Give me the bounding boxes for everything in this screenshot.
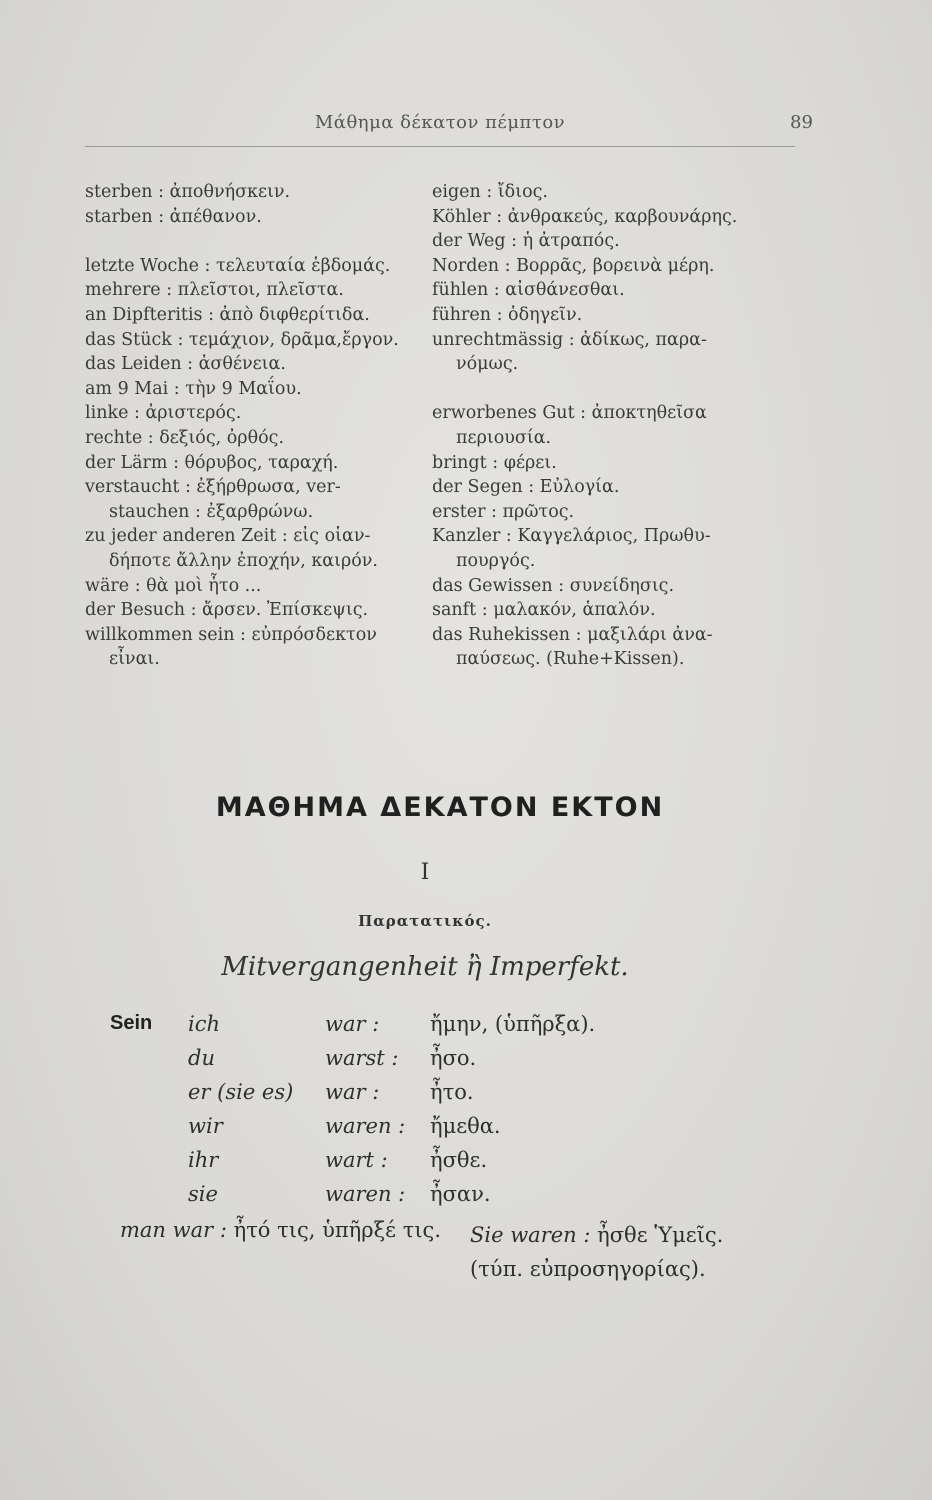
header-rule [85, 146, 795, 147]
vocab-entry: Köhler : ἀνθρακεύς, καρβουνάρης. [432, 206, 738, 227]
vocab-entry: das Ruhekissen : μαξιλάρι ἀνα- [432, 624, 713, 645]
verb-label: Sein [110, 1012, 153, 1034]
vocab-entry: am 9 Mai : τὴν 9 Μαΐου. [85, 378, 302, 399]
vocab-entry: willkommen sein : εὐπρόσδεκτον [85, 624, 377, 645]
impersonal-german: man war : [120, 1218, 227, 1242]
vocab-entry: unrechtmässig : ἀδίκως, παρα- [432, 329, 707, 350]
conjugation-row [0, 1046, 932, 1080]
vocab-entry: starben : ἀπέθανον. [85, 206, 262, 227]
vocab-entry: der Segen : Εὐλογία. [432, 477, 620, 498]
vocab-entry: eigen : ἴδιος. [432, 182, 548, 202]
impersonal-greek: ἦτό τις, ὑπῆρξέ τις. [233, 1218, 441, 1242]
vocab-entry: das Gewissen : συνείδησις. [432, 575, 675, 596]
conjugation-row [0, 1012, 932, 1046]
conjugation-row [0, 1114, 932, 1148]
tense-title: Mitvergangenheit ἢ Imperfekt. [221, 952, 629, 982]
running-title: Μάθημα δέκατον πέμπτον [314, 112, 566, 133]
vocab-entry: mehrere : πλεῖστοι, πλεῖστα. [85, 280, 344, 301]
vocab-entry: verstaucht : ἐξήρθρωσα, ver- [85, 477, 341, 498]
vocab-entry: Kanzler : Καγγελάριος, Πρωθυ- [432, 526, 711, 547]
vocab-entry: wäre : θὰ μοὶ ἦτο ... [85, 575, 262, 596]
section-subheading: Παρατατικός. [358, 912, 492, 930]
vocab-entry: führen : ὁδηγεῖν. [432, 304, 583, 325]
verb-form: wart : [325, 1148, 388, 1172]
vocab-entry: sanft : μαλακόν, ἁπαλόν. [432, 600, 656, 621]
vocab-entry-continued: νόμως. [456, 354, 519, 375]
pronoun: wir [188, 1114, 223, 1138]
greek-form: ἦσαν. [430, 1182, 491, 1206]
vocab-entry: das Leiden : ἀσθένεια. [85, 354, 286, 375]
pronoun: er (sie es) [188, 1080, 294, 1104]
conjugation-row [0, 1148, 932, 1182]
greek-form: ἤμεθα. [430, 1114, 501, 1138]
verb-form: war : [325, 1080, 380, 1104]
section-numeral: I [420, 860, 430, 885]
vocab-entry: letzte Woche : τελευταία ἑβδομάς. [85, 255, 391, 276]
vocab-entry: erster : πρῶτος. [432, 501, 575, 522]
vocab-entry: erworbenes Gut : ἀποκτηθεῖσα [432, 403, 707, 424]
pronoun: ich [188, 1012, 221, 1036]
vocab-entry-continued: πουργός. [456, 550, 536, 571]
vocab-entry: das Stück : τεμάχιον, δρᾶμα,ἔργον. [85, 329, 399, 350]
vocab-entry: linke : ἀριστερός. [85, 403, 242, 424]
pronoun: ihr [188, 1148, 219, 1172]
vocab-entry: der Lärm : θόρυβος, ταραχή. [85, 452, 339, 473]
lesson-title: ΜΑΘΗΜΑ ΔΕΚΑΤΟΝ ΕΚΤΟΝ [215, 792, 665, 823]
impersonal-form [120, 1218, 441, 1242]
vocab-entry: der Besuch : ἄρσεν. Ἐπίσκεψις. [85, 600, 369, 621]
verb-form: war : [325, 1012, 380, 1036]
vocab-entry: zu jeder anderen Zeit : εἰς οἱαν- [85, 526, 371, 547]
vocab-entry-continued: εἶναι. [109, 649, 160, 670]
vocab-entry-continued: stauchen : ἐξαρθρώνω. [109, 501, 314, 522]
conjugation-row [0, 1080, 932, 1114]
conjugation-row [0, 1182, 932, 1216]
verb-form: waren : [325, 1182, 406, 1206]
vocab-column-left [85, 180, 415, 672]
vocab-entry: bringt : φέρει. [432, 452, 557, 473]
polite-german: Sie waren : [470, 1223, 591, 1247]
polite-note: (τύπ. εὐπροσηγορίας). [470, 1257, 706, 1281]
vocab-entry-continued: δήποτε ἄλλην ἐποχήν, καιρόν. [109, 550, 378, 571]
polite-form [470, 1218, 723, 1286]
pronoun: sie [188, 1182, 218, 1206]
greek-form: ἦτο. [430, 1080, 474, 1104]
verb-form: warst : [325, 1046, 399, 1070]
verb-form: waren : [325, 1114, 406, 1138]
vocab-column-right [432, 180, 802, 672]
greek-form: ἤμην, (ὑπῆρξα). [430, 1012, 596, 1036]
page-number: 89 [790, 112, 813, 133]
vocab-entry: sterben : ἀποθνήσκειν. [85, 182, 291, 202]
vocab-entry-continued: περιουσία. [456, 427, 552, 448]
greek-form: ἦσο. [430, 1046, 477, 1070]
vocab-entry: der Weg : ἡ ἀτραπός. [432, 231, 620, 252]
vocab-entry-continued: παύσεως. (Ruhe+Kissen). [456, 649, 685, 670]
page-header [0, 112, 932, 142]
pronoun: du [188, 1046, 215, 1070]
vocab-entry: Norden : Βορρᾶς, βορεινὰ μέρη. [432, 255, 715, 276]
vocab-entry: an Dipfteritis : ἀπὸ διφθερίτιδα. [85, 304, 370, 325]
polite-greek: ἦσθε Ὑμεῖς. [597, 1223, 724, 1247]
vocab-entry: rechte : δεξιός, ὀρθός. [85, 427, 285, 448]
greek-form: ἦσθε. [430, 1148, 488, 1172]
vocab-entry: fühlen : αἰσθάνεσθαι. [432, 280, 625, 301]
